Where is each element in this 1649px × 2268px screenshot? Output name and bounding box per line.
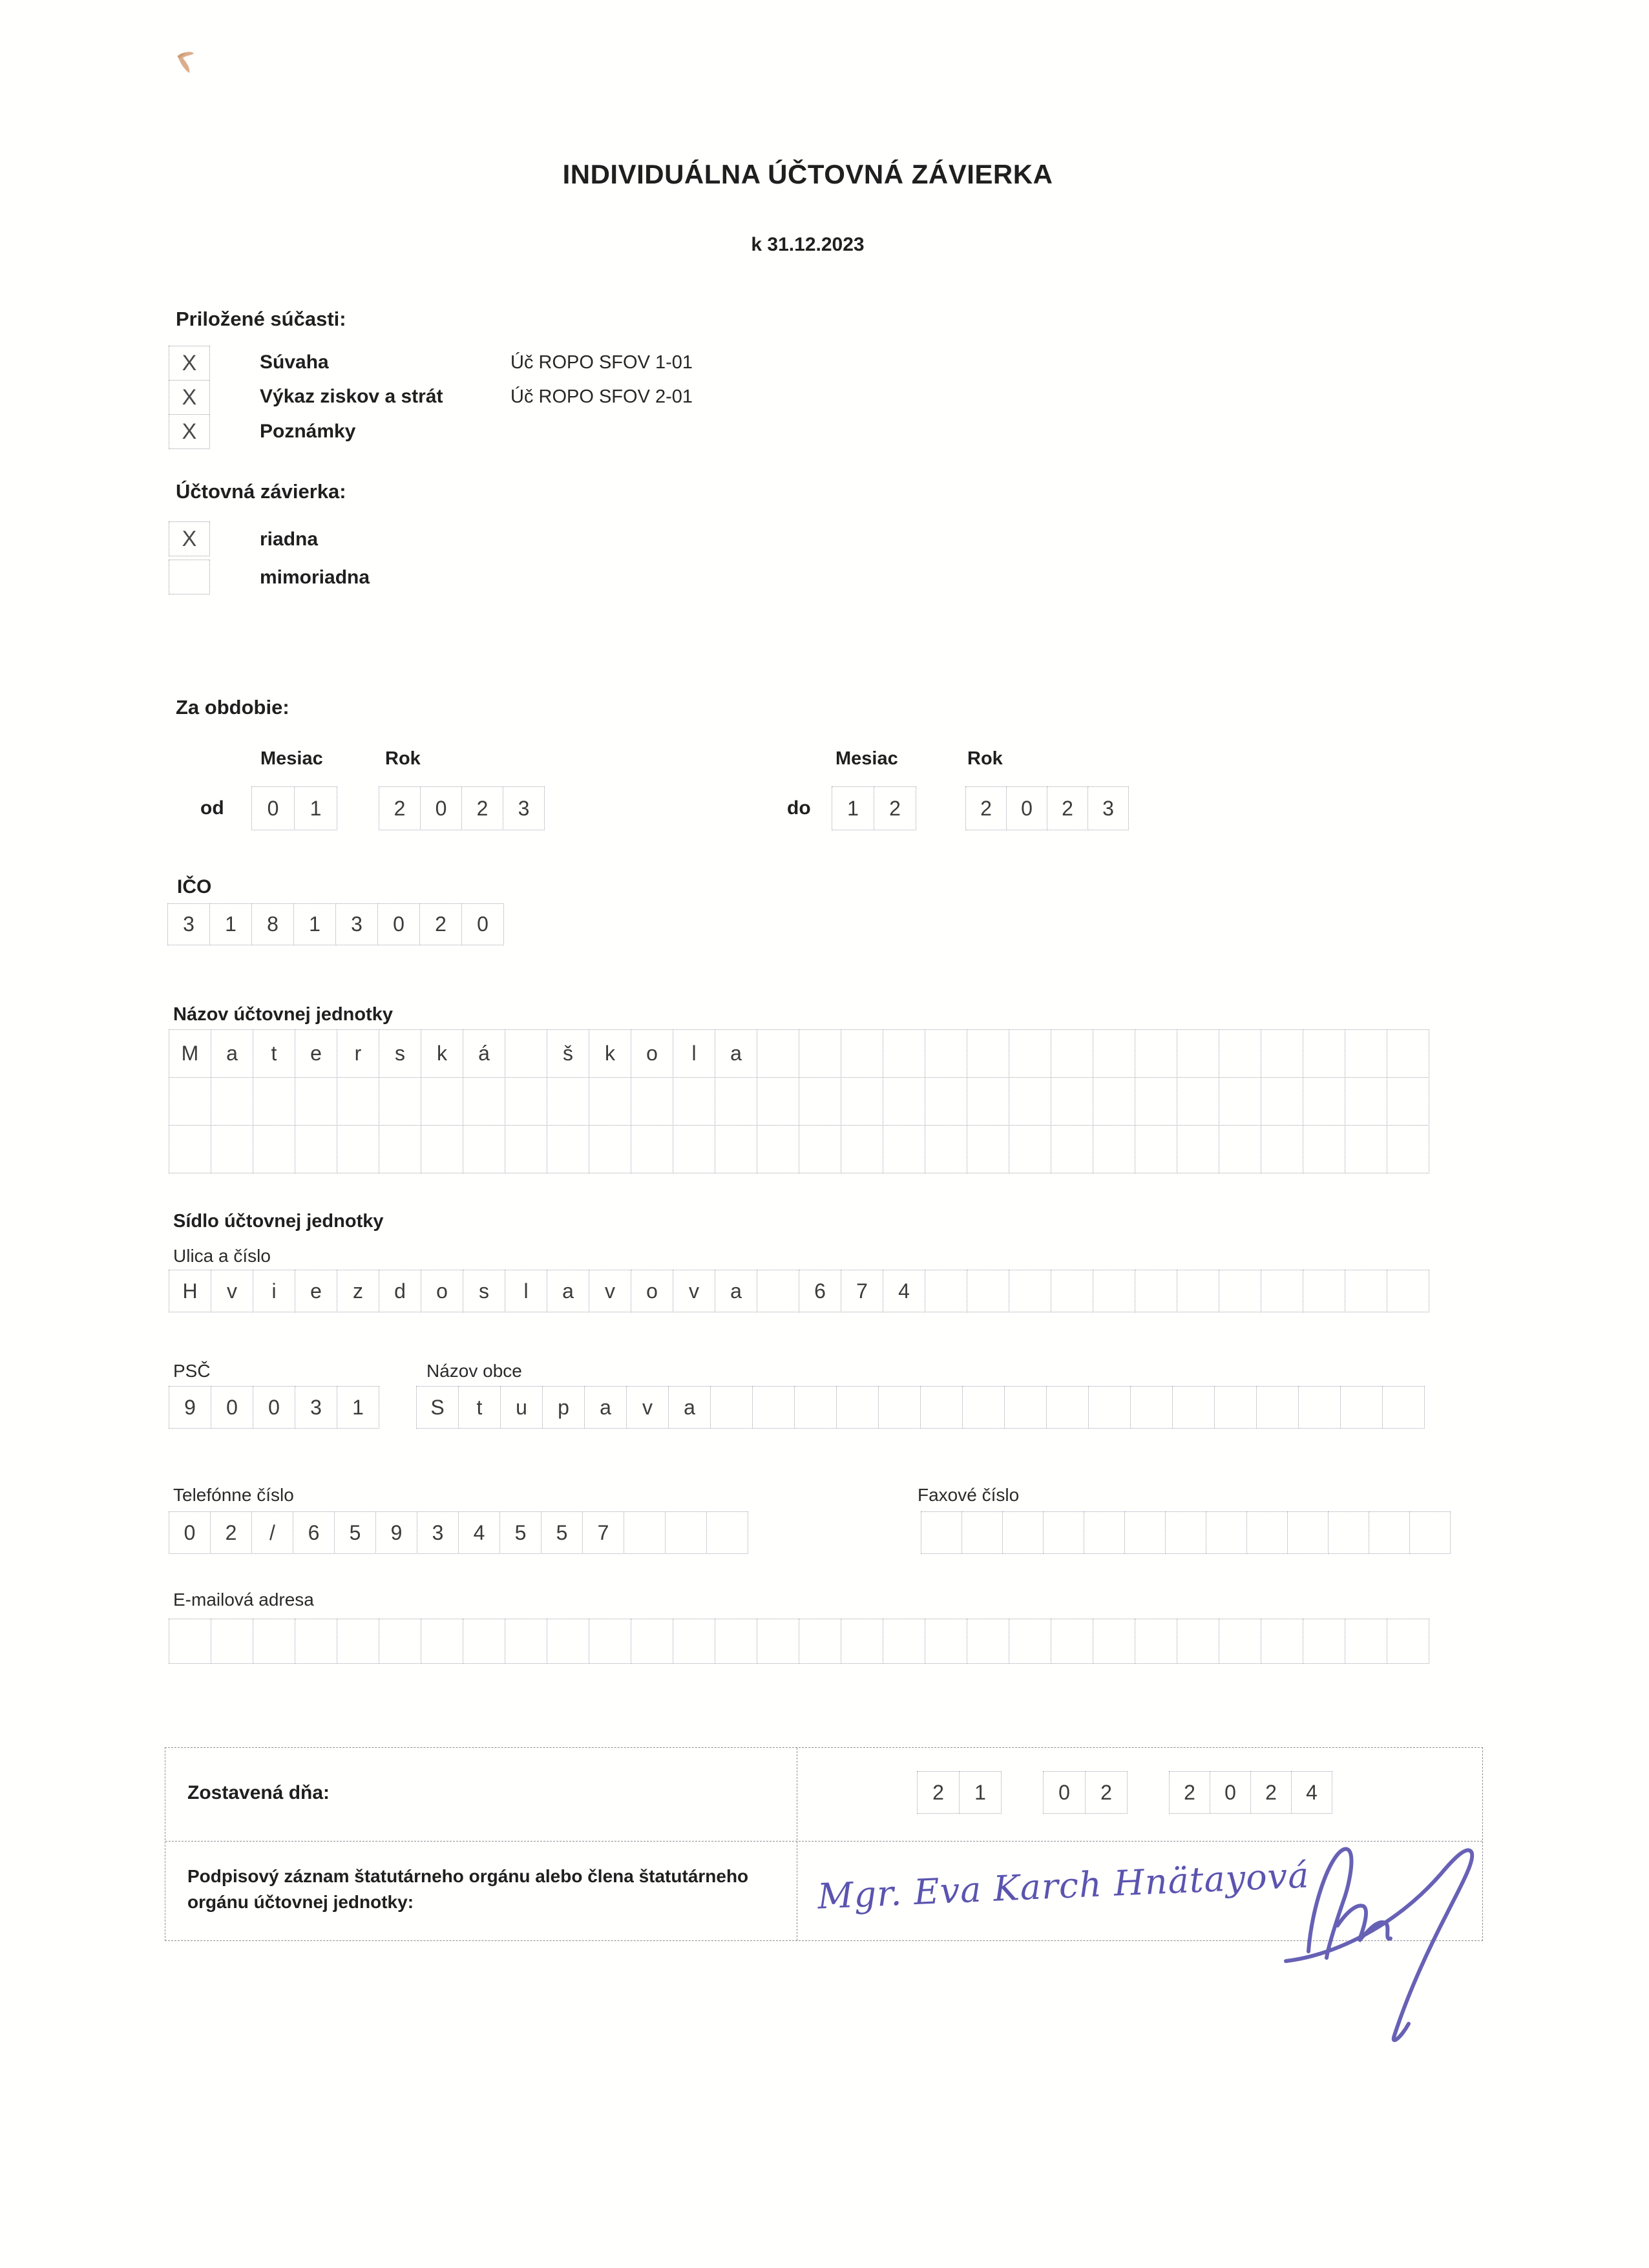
grid-cell [921, 1511, 962, 1554]
grid-cell [799, 1125, 841, 1173]
grid-cell: á [463, 1029, 505, 1078]
grid-cell [631, 1619, 673, 1664]
grid-cell: a [715, 1029, 757, 1078]
grid-cell [1088, 1386, 1131, 1429]
grid-cell: o [631, 1270, 673, 1312]
grid-cell: 5 [334, 1511, 376, 1554]
street-grid [169, 1270, 1429, 1312]
grid-cell [967, 1619, 1009, 1664]
closing-label-riadna: riadna [260, 529, 319, 550]
checkbox-mark: X [182, 384, 197, 410]
grid-cell: H [169, 1270, 211, 1312]
grid-cell [1009, 1619, 1051, 1664]
grid-cell [505, 1077, 547, 1126]
grid-cell [1135, 1619, 1177, 1664]
grid-cell: 3 [417, 1511, 459, 1554]
grid-cell [505, 1125, 547, 1173]
grid-cell [379, 1619, 421, 1664]
grid-cell: 2 [1047, 786, 1088, 830]
attachments-heading: Priložené súčasti: [176, 308, 346, 330]
attachment-code-suvaha: Úč ROPO SFOV 1-01 [510, 352, 693, 373]
grid-cell: M [169, 1029, 211, 1078]
fax-label: Faxové číslo [918, 1485, 1020, 1505]
grid-cell [211, 1077, 253, 1126]
grid-cell: 5 [499, 1511, 541, 1554]
grid-cell: 9 [375, 1511, 417, 1554]
grid-cell [1387, 1029, 1429, 1078]
grid-cell: 9 [169, 1386, 211, 1429]
form-subtitle: k 31.12.2023 [751, 234, 865, 255]
grid-cell [1051, 1619, 1093, 1664]
grid-cell [547, 1619, 589, 1664]
grid-cell [925, 1270, 967, 1312]
compiled-year-grid [1170, 1772, 1332, 1814]
compiled-month-grid [1044, 1772, 1128, 1814]
psc-grid [169, 1387, 379, 1429]
grid-cell [1219, 1270, 1261, 1312]
grid-cell [1004, 1386, 1047, 1429]
grid-cell [1172, 1386, 1215, 1429]
grid-cell [1177, 1029, 1219, 1078]
grid-cell [841, 1619, 883, 1664]
grid-cell [925, 1125, 967, 1173]
grid-cell: 8 [251, 903, 294, 945]
grid-cell [1328, 1511, 1369, 1554]
attachment-label-poznamky: Poznámky [260, 421, 356, 442]
grid-cell [1387, 1619, 1429, 1664]
grid-cell [1084, 1511, 1125, 1554]
grid-cell [1340, 1386, 1383, 1429]
grid-cell: l [505, 1270, 547, 1312]
grid-cell: 0 [251, 786, 295, 830]
grid-cell: k [421, 1029, 463, 1078]
grid-cell [715, 1125, 757, 1173]
from-year-grid [379, 787, 545, 830]
grid-cell: 0 [1210, 1771, 1251, 1814]
grid-cell [710, 1386, 753, 1429]
grid-cell [1051, 1125, 1093, 1173]
grid-cell [715, 1619, 757, 1664]
grid-cell [211, 1619, 253, 1664]
grid-cell [463, 1619, 505, 1664]
grid-cell [673, 1619, 715, 1664]
grid-cell: a [715, 1270, 757, 1312]
grid-cell [1093, 1029, 1135, 1078]
to-month-grid [832, 787, 916, 830]
grid-cell [1206, 1511, 1247, 1554]
grid-cell [1219, 1125, 1261, 1173]
grid-cell [673, 1125, 715, 1173]
grid-cell: 2 [917, 1771, 960, 1814]
checkbox-suvaha [169, 346, 210, 381]
grid-cell [1261, 1270, 1303, 1312]
grid-cell: 1 [959, 1771, 1002, 1814]
town-label: Názov obce [426, 1361, 522, 1381]
grid-cell [1009, 1029, 1051, 1078]
grid-cell [1387, 1077, 1429, 1126]
grid-cell: t [458, 1386, 501, 1429]
signature-flourish-icon [1247, 1822, 1506, 2055]
grid-cell [253, 1077, 295, 1126]
grid-cell [967, 1125, 1009, 1173]
grid-cell [883, 1029, 925, 1078]
grid-cell [1345, 1270, 1387, 1312]
checkbox-poznamky [169, 414, 210, 449]
grid-cell [878, 1386, 921, 1429]
grid-cell: 0 [211, 1386, 253, 1429]
grid-cell: i [253, 1270, 295, 1312]
grid-cell [421, 1619, 463, 1664]
grid-cell: 4 [458, 1511, 500, 1554]
grid-cell [505, 1619, 547, 1664]
grid-cell [1177, 1077, 1219, 1126]
form-title: INDIVIDUÁLNA ÚČTOVNÁ ZÁVIERKA [562, 159, 1053, 189]
grid-cell [1002, 1511, 1044, 1554]
grid-cell: 2 [1085, 1771, 1128, 1814]
grid-cell: r [337, 1029, 379, 1078]
grid-cell: 1 [337, 1386, 379, 1429]
grid-cell: l [673, 1029, 715, 1078]
grid-cell: a [584, 1386, 627, 1429]
grid-cell [1345, 1029, 1387, 1078]
grid-cell [1345, 1619, 1387, 1664]
psc-label: PSČ [173, 1361, 211, 1381]
grid-cell: 2 [874, 786, 916, 830]
grid-cell [1009, 1270, 1051, 1312]
grid-cell [1219, 1619, 1261, 1664]
grid-cell [799, 1619, 841, 1664]
checkbox-mark: X [182, 350, 197, 375]
grid-cell [925, 1077, 967, 1126]
grid-cell [1219, 1077, 1261, 1126]
grid-cell [253, 1619, 295, 1664]
grid-cell [1043, 1511, 1084, 1554]
grid-cell [337, 1077, 379, 1126]
grid-cell [1177, 1619, 1219, 1664]
grid-cell [1135, 1270, 1177, 1312]
grid-cell [1051, 1270, 1093, 1312]
grid-cell [1261, 1029, 1303, 1078]
town-grid [417, 1387, 1425, 1429]
grid-cell: 0 [1043, 1771, 1086, 1814]
grid-cell [169, 1077, 211, 1126]
grid-cell [841, 1125, 883, 1173]
grid-cell: s [463, 1270, 505, 1312]
grid-cell [1135, 1125, 1177, 1173]
ico-grid [168, 904, 504, 945]
grid-cell [1135, 1077, 1177, 1126]
grid-cell [1287, 1511, 1329, 1554]
grid-cell: 2 [1169, 1771, 1210, 1814]
grid-cell: 7 [582, 1511, 624, 1554]
grid-cell [295, 1125, 337, 1173]
grid-cell: e [295, 1029, 337, 1078]
grid-cell: e [295, 1270, 337, 1312]
grid-cell [967, 1029, 1009, 1078]
grid-cell: v [626, 1386, 669, 1429]
phone-grid [169, 1512, 748, 1554]
grid-cell [1256, 1386, 1299, 1429]
grid-cell [925, 1619, 967, 1664]
grid-cell [379, 1077, 421, 1126]
grid-cell [1303, 1029, 1345, 1078]
checkbox-vykaz [169, 380, 210, 415]
grid-cell [1009, 1125, 1051, 1173]
checkbox-mark: X [182, 419, 197, 444]
grid-cell [379, 1125, 421, 1173]
grid-cell [1387, 1270, 1429, 1312]
grid-cell [1093, 1125, 1135, 1173]
from-label: od [200, 797, 224, 819]
grid-cell [1093, 1270, 1135, 1312]
grid-cell [799, 1029, 841, 1078]
grid-cell: v [211, 1270, 253, 1312]
grid-cell [463, 1125, 505, 1173]
compiled-day-grid [918, 1772, 1002, 1814]
grid-cell [967, 1270, 1009, 1312]
ico-label: IČO [177, 876, 212, 898]
grid-cell [1369, 1511, 1410, 1554]
signatory-label: Podpisový záznam štatutárneho orgánu alebo člena štatutárneho orgánu účtovnej jednotky: [187, 1866, 749, 1912]
grid-cell [836, 1386, 879, 1429]
grid-cell [1387, 1125, 1429, 1173]
grid-cell [463, 1077, 505, 1126]
grid-cell [169, 1619, 211, 1664]
to-label: do [787, 797, 811, 819]
grid-cell [211, 1125, 253, 1173]
email-label: E-mailová adresa [173, 1590, 314, 1610]
grid-cell [1009, 1077, 1051, 1126]
grid-cell [1177, 1270, 1219, 1312]
grid-cell: 3 [503, 786, 545, 830]
grid-cell [547, 1125, 589, 1173]
grid-cell [1093, 1619, 1135, 1664]
entity-name-grid [169, 1030, 1429, 1173]
grid-cell [1214, 1386, 1257, 1429]
grid-cell [752, 1386, 795, 1429]
period-heading: Za obdobie: [176, 696, 289, 719]
grid-cell [1093, 1077, 1135, 1126]
grid-cell [589, 1125, 631, 1173]
grid-cell: a [668, 1386, 711, 1429]
seat-heading: Sídlo účtovnej jednotky [173, 1211, 384, 1232]
grid-cell [665, 1511, 707, 1554]
grid-cell [961, 1511, 1003, 1554]
grid-cell [673, 1077, 715, 1126]
grid-cell: 3 [1087, 786, 1129, 830]
grid-cell [1303, 1125, 1345, 1173]
grid-cell [883, 1619, 925, 1664]
attachment-label-vykaz: Výkaz ziskov a strát [260, 386, 443, 407]
grid-cell: z [337, 1270, 379, 1312]
grid-cell [547, 1077, 589, 1126]
grid-cell [1177, 1125, 1219, 1173]
grid-cell: a [547, 1270, 589, 1312]
grid-cell [1303, 1077, 1345, 1126]
grid-cell: o [631, 1029, 673, 1078]
grid-cell [967, 1077, 1009, 1126]
grid-cell [962, 1386, 1005, 1429]
grid-cell [757, 1619, 799, 1664]
grid-cell [1409, 1511, 1451, 1554]
grid-cell [1303, 1619, 1345, 1664]
grid-cell: p [542, 1386, 585, 1429]
grid-cell: o [421, 1270, 463, 1312]
grid-cell [421, 1077, 463, 1126]
grid-cell [1124, 1511, 1166, 1554]
grid-cell: š [547, 1029, 589, 1078]
grid-cell: 0 [253, 1386, 295, 1429]
month-label-to: Mesiac [835, 748, 898, 769]
grid-cell [841, 1077, 883, 1126]
from-month-grid [252, 787, 337, 830]
grid-cell: 2 [210, 1511, 252, 1554]
grid-cell [757, 1125, 799, 1173]
grid-cell [794, 1386, 837, 1429]
to-year-grid [966, 787, 1129, 830]
grid-cell: k [589, 1029, 631, 1078]
grid-cell: 2 [1250, 1771, 1292, 1814]
grid-cell [421, 1125, 463, 1173]
grid-cell [1261, 1619, 1303, 1664]
grid-cell [589, 1077, 631, 1126]
grid-cell [757, 1029, 799, 1078]
grid-cell: a [211, 1029, 253, 1078]
grid-cell: 3 [335, 903, 378, 945]
grid-cell: 2 [461, 786, 503, 830]
grid-cell [799, 1077, 841, 1126]
email-grid [169, 1619, 1429, 1664]
checkbox-mark: X [182, 526, 197, 551]
grid-cell: 2 [419, 903, 462, 945]
fax-grid [921, 1512, 1451, 1554]
grid-cell [841, 1029, 883, 1078]
grid-cell [1051, 1077, 1093, 1126]
grid-cell [169, 1125, 211, 1173]
grid-cell [1345, 1125, 1387, 1173]
grid-cell: 0 [169, 1511, 211, 1554]
grid-cell [337, 1125, 379, 1173]
grid-cell: d [379, 1270, 421, 1312]
grid-cell [1135, 1029, 1177, 1078]
grid-cell [706, 1511, 748, 1554]
grid-cell [295, 1077, 337, 1126]
grid-cell: 2 [379, 786, 421, 830]
grid-cell [1261, 1125, 1303, 1173]
grid-cell: 2 [965, 786, 1007, 830]
grid-cell [1130, 1386, 1173, 1429]
grid-cell: S [416, 1386, 459, 1429]
grid-cell: v [673, 1270, 715, 1312]
grid-cell: 1 [294, 786, 337, 830]
grid-cell: 7 [841, 1270, 883, 1312]
grid-cell [883, 1077, 925, 1126]
grid-cell: 3 [295, 1386, 337, 1429]
grid-cell: 1 [293, 903, 336, 945]
phone-label: Telefónne číslo [173, 1485, 294, 1505]
compiled-date-label: Zostavená dňa: [187, 1782, 330, 1803]
year-label-from: Rok [385, 748, 421, 769]
grid-cell [757, 1270, 799, 1312]
grid-cell [1165, 1511, 1206, 1554]
grid-cell [337, 1619, 379, 1664]
attachment-label-suvaha: Súvaha [260, 352, 329, 373]
grid-cell: 1 [209, 903, 252, 945]
handwritten-name: Mgr. Eva Karch Hnätayová [816, 1854, 1310, 1917]
grid-cell: 1 [832, 786, 874, 830]
grid-cell: 0 [461, 903, 504, 945]
grid-cell: 3 [167, 903, 210, 945]
grid-cell: 0 [377, 903, 420, 945]
grid-cell: 6 [293, 1511, 335, 1554]
grid-cell [253, 1125, 295, 1173]
checkbox-riadna [169, 521, 210, 556]
closing-label-mimoriadna: mimoriadna [260, 567, 370, 588]
grid-cell [1046, 1386, 1089, 1429]
grid-cell [925, 1029, 967, 1078]
year-label-to: Rok [967, 748, 1003, 769]
grid-cell: 0 [420, 786, 462, 830]
grid-cell [1051, 1029, 1093, 1078]
grid-cell [1345, 1077, 1387, 1126]
scan-smudge-icon [169, 47, 203, 80]
grid-cell [589, 1619, 631, 1664]
grid-cell [505, 1029, 547, 1078]
grid-cell: 0 [1006, 786, 1047, 830]
grid-cell [631, 1077, 673, 1126]
entity-name-label: Názov účtovnej jednotky [173, 1004, 394, 1025]
street-label: Ulica a číslo [173, 1246, 271, 1266]
month-label-from: Mesiac [260, 748, 323, 769]
grid-cell [757, 1077, 799, 1126]
grid-cell: / [251, 1511, 293, 1554]
attachment-code-vykaz: Úč ROPO SFOV 2-01 [510, 386, 693, 407]
grid-cell [624, 1511, 666, 1554]
grid-cell: 6 [799, 1270, 841, 1312]
grid-cell: 4 [883, 1270, 925, 1312]
checkbox-mimoriadna [169, 560, 210, 594]
grid-cell [883, 1125, 925, 1173]
grid-cell [1219, 1029, 1261, 1078]
grid-cell [1303, 1270, 1345, 1312]
grid-cell: u [500, 1386, 543, 1429]
closing-heading: Účtovná závierka: [176, 480, 346, 503]
grid-cell [1382, 1386, 1425, 1429]
grid-cell [295, 1619, 337, 1664]
grid-cell [715, 1077, 757, 1126]
grid-cell [1298, 1386, 1341, 1429]
grid-cell [1261, 1077, 1303, 1126]
grid-cell [631, 1125, 673, 1173]
grid-cell: t [253, 1029, 295, 1078]
grid-cell: 5 [541, 1511, 583, 1554]
grid-cell: s [379, 1029, 421, 1078]
grid-cell: v [589, 1270, 631, 1312]
grid-cell [1246, 1511, 1288, 1554]
grid-cell [920, 1386, 963, 1429]
grid-cell: 4 [1291, 1771, 1332, 1814]
